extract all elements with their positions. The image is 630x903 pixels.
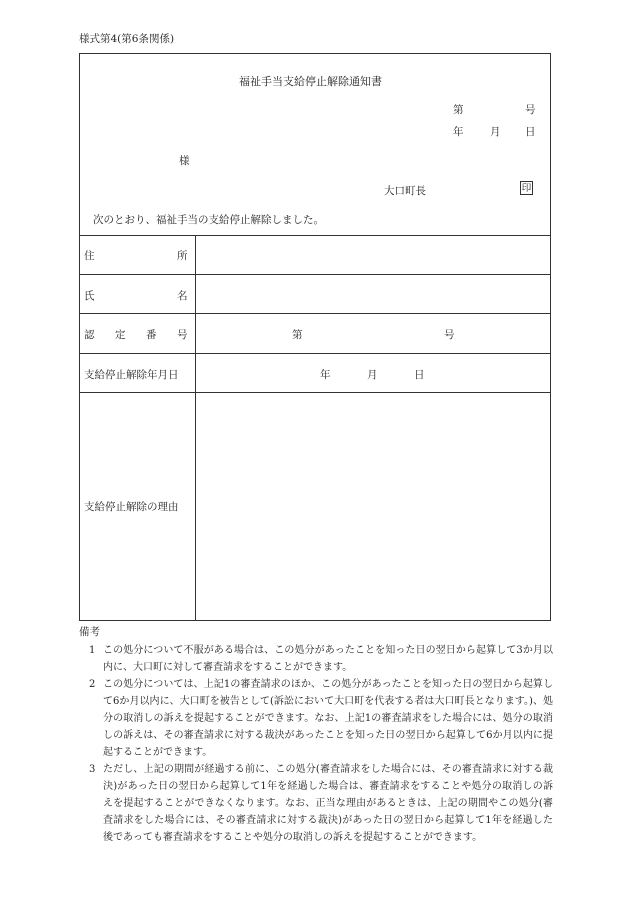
note-item xyxy=(79,761,559,846)
issue-date-year: 年 xyxy=(453,126,464,138)
note-text: この処分について不服がある場合は、この処分があったことを知った日の翌日から起算して3か月以内に、大口町に対して審査請求をすることができます。 xyxy=(103,645,553,673)
recipient-honorific: 様 xyxy=(179,155,190,167)
resumption-date-month: 月 xyxy=(367,369,378,381)
cert-number-prefix: 第 xyxy=(292,329,303,341)
issue-date-day: 日 xyxy=(525,126,536,138)
note-item xyxy=(79,676,559,761)
form-title: 福祉手当支給停止解除通知書 xyxy=(239,75,382,88)
issue-date-month: 月 xyxy=(490,126,501,138)
note-number: 2 xyxy=(89,679,96,690)
form-number: 様式第4(第6条関係) xyxy=(79,33,175,45)
seal-mark: 印 xyxy=(521,183,532,194)
note-text: ただし、上記の期間が経過する前に、この処分(審査請求をした場合には、その審査請求に対する裁決)があった日の翌日から起算して1年を経過した場合は、審査請求をすることや処分の取消しの訴えを提起することができなくなります。なお、正当な理由があるときは、上記の期間やこの処分(審査請求をした場合には、その審査請求に対する裁決)があった日の翌日から起算して1年を経過した後であっても審査請求をすることや処分の取消しの訴えを提起することができます。 xyxy=(103,764,553,843)
cert-label-char: 定 xyxy=(115,329,126,341)
name-label-left: 氏 xyxy=(84,290,95,302)
cert-label-char: 認 xyxy=(84,329,95,341)
note-text: この処分については、上記1の審査請求のほか、この処分があったことを知った日の翌日から起算して6か月以内に、大口町を被告として(訴訟において大口町を代表する者は大口町長となります。)、処分の取消しの訴えを提起することができます。なお、上記1の審査請求をした場合には、処分の取消しの訴えは、その審査請求に対する裁決があったことを知った日の翌日から起算して6か月以内に提起することができます。 xyxy=(103,679,553,758)
notes-section xyxy=(79,625,559,846)
row-divider xyxy=(79,274,551,275)
resumption-reason-label: 支給停止解除の理由 xyxy=(84,501,179,513)
resumption-date-label: 支給停止解除年月日 xyxy=(84,369,179,381)
address-label-right: 所 xyxy=(177,250,188,262)
issuer-name: 大口町長 xyxy=(384,185,426,197)
name-label-right: 名 xyxy=(177,290,188,302)
column-divider xyxy=(195,235,196,621)
row-divider xyxy=(79,313,551,314)
resumption-date-year: 年 xyxy=(320,369,331,381)
address-label-left: 住 xyxy=(84,250,95,262)
note-number: 1 xyxy=(89,645,96,656)
cert-label-char: 号 xyxy=(177,329,188,341)
body-text: 次のとおり、福祉手当の支給停止解除しました。 xyxy=(93,214,324,226)
note-item xyxy=(79,642,559,676)
document-number-prefix: 第 xyxy=(453,104,464,116)
cert-label-char: 番 xyxy=(146,329,157,341)
document-number-suffix: 号 xyxy=(525,104,536,116)
note-number: 3 xyxy=(89,764,96,775)
row-divider xyxy=(79,353,551,354)
resumption-date-day: 日 xyxy=(414,369,425,381)
cert-number-suffix: 号 xyxy=(444,329,455,341)
table-top-line xyxy=(79,235,551,236)
row-divider xyxy=(79,392,551,393)
notes-title: 備考 xyxy=(79,626,100,638)
